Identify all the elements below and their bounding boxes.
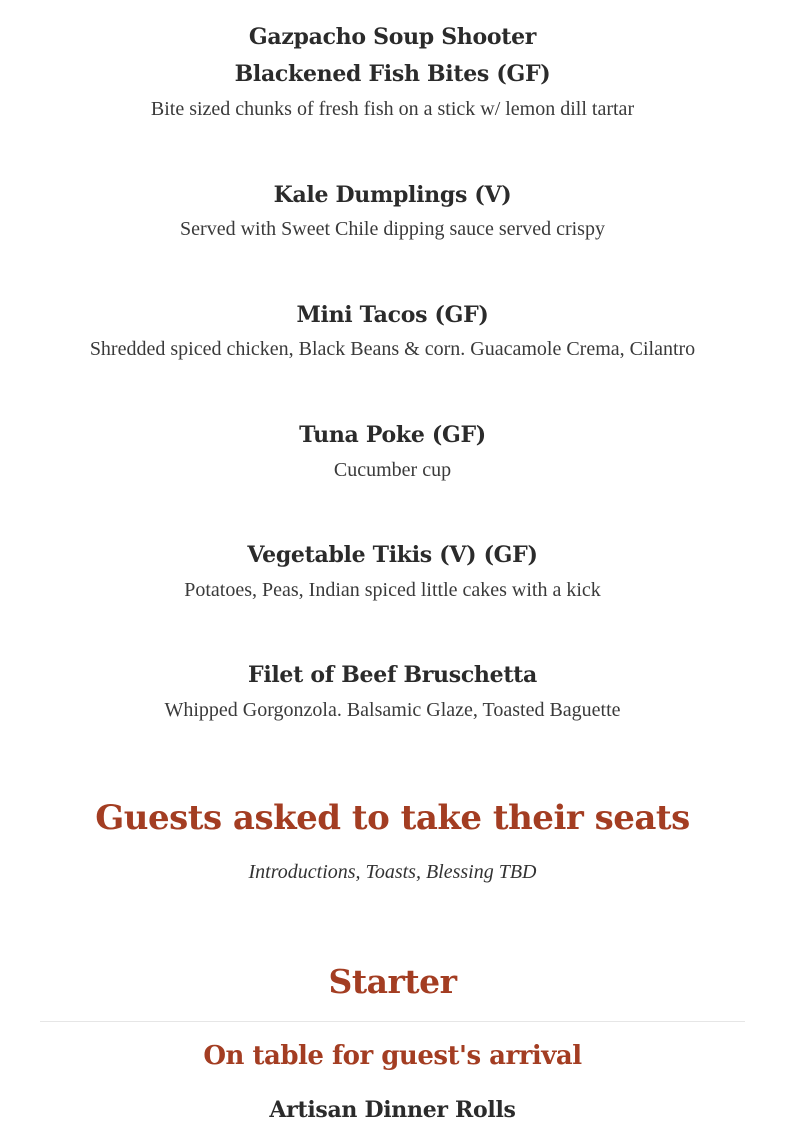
- menu-item-description: Shredded spiced chicken, Black Beans & corn. Guacamole Crema, Cilantro: [89, 338, 696, 360]
- menu-item-description: Potatoes, Peas, Indian spiced little cakes with a kick: [184, 579, 601, 601]
- menu-item-title: Vegetable Tikis (V) (GF): [247, 542, 538, 568]
- menu-item-title: Mini Tacos (GF): [296, 302, 489, 328]
- section-divider: [40, 1021, 745, 1022]
- seating-subtext: Introductions, Toasts, Blessing TBD: [248, 861, 537, 883]
- menu-item-description: Cucumber cup: [333, 459, 452, 481]
- starter-subheading: On table for guest's arrival: [203, 1041, 582, 1071]
- menu-item-title: Gazpacho Soup Shooter: [248, 24, 537, 50]
- starter-heading: Starter: [328, 962, 457, 1001]
- menu-item-title: Tuna Poke (GF): [299, 422, 486, 448]
- menu-item-description: Whipped Gorgonzola. Balsamic Glaze, Toasted Baguette: [164, 699, 621, 721]
- menu-item-title: Blackened Fish Bites (GF): [234, 61, 551, 87]
- menu-item-title: Filet of Beef Bruschetta: [248, 662, 537, 688]
- menu-item-title: Kale Dumplings (V): [273, 182, 512, 208]
- seating-heading: Guests asked to take their seats: [95, 798, 690, 838]
- menu-item-description: Served with Sweet Chile dipping sauce served crispy: [180, 218, 605, 240]
- menu-item-description: Bite sized chunks of fresh fish on a stick w/ lemon dill tartar: [150, 98, 635, 120]
- menu-item-title: Artisan Dinner Rolls: [269, 1097, 516, 1123]
